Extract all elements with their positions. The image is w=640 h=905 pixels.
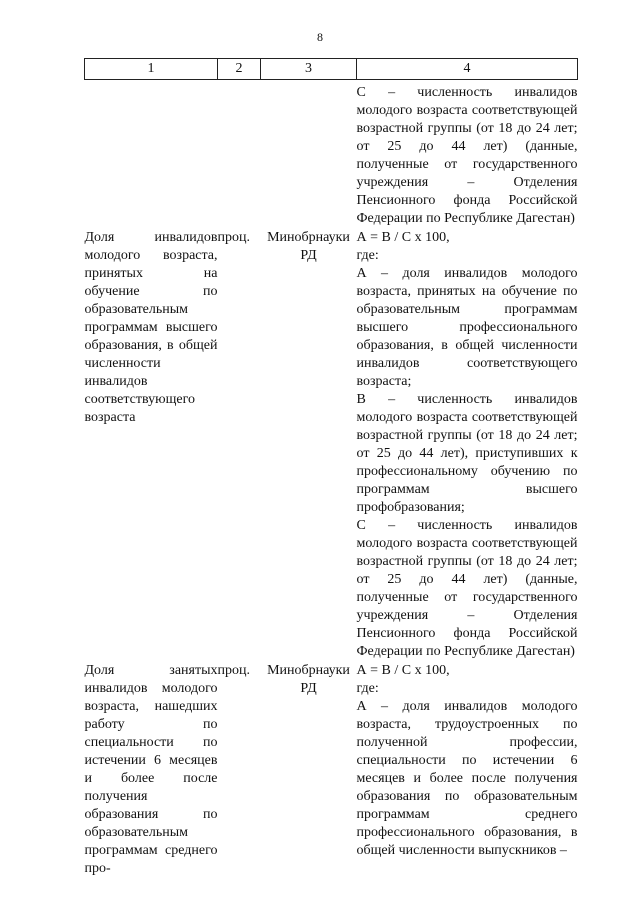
formula-line: А – доля инвалидов молодого возраста, трудоустроенных по полученной профессии, специальности по истечении 6 месяцев и более после получения образования по образовательным программам среднего профессионального образования, в общей численности выпускников – (356, 699, 578, 858)
column-header-1: 1 (85, 59, 218, 80)
unit-cell: проц. (217, 663, 250, 678)
formula-line: где: (356, 681, 379, 696)
page-number: 8 (317, 30, 323, 44)
indicator-cell: Доля инвалидов молодого возраста, принятых на обучение по образовательным программам высшего образования, в общей численности инвалидов соответствующего возраста (84, 230, 218, 425)
indicator-cell: Доля занятых инвалидов молодого возраста, нашедших работу по специальности по истечении 6 месяцев и более после получения образования по образовательным программам среднего про- (84, 663, 218, 876)
formula-cell (357, 80, 578, 229)
formula-line: А = В / С х 100, (356, 230, 450, 245)
unit-cell: проц. (217, 230, 250, 245)
table-row-continuation (85, 80, 578, 229)
formula-cell (357, 661, 578, 878)
formula-line: где: (356, 248, 379, 263)
agency-cell: Минобрнауки РД (267, 663, 350, 696)
table-header (85, 59, 578, 80)
table-row (85, 228, 578, 661)
indicators-table (84, 58, 578, 878)
formula-line: С – численность инвалидов молодого возраста соответствующей возрастной группы (от 18 до 24 лет; от 25 до 44 лет) (данные, полученные от государственного учреждения – Отделения Пенсионного фонда Российской Федерации по Республике Дагестан) (356, 518, 578, 659)
column-header-2: 2 (218, 59, 261, 80)
column-header-4: 4 (357, 59, 578, 80)
formula-line: А = В / С х 100, (356, 663, 450, 678)
formula-line: С – численность инвалидов молодого возраста соответствующей возрастной группы (от 18 до 24 лет; от 25 до 44 лет) (данные, полученные от государственного учреждения – Отделения Пенсионного фонда Российской Федерации по Республике Дагестан) (356, 85, 578, 226)
table-row (85, 661, 578, 878)
formula-line: В – численность инвалидов молодого возраста соответствующей возрастной группы (от 18 до 24 лет; от 25 до 44 лет), приступивших к профессиональному обучению по программам высшего профобразования; (356, 392, 578, 515)
formula-cell (357, 228, 578, 661)
agency-cell: Минобрнауки РД (267, 230, 350, 263)
formula-line: А – доля инвалидов молодого возраста, принятых на обучение по образовательным программам высшего профессионального образования, в общей численности инвалидов соответствующего возраста; (356, 266, 578, 389)
column-header-3: 3 (261, 59, 357, 80)
